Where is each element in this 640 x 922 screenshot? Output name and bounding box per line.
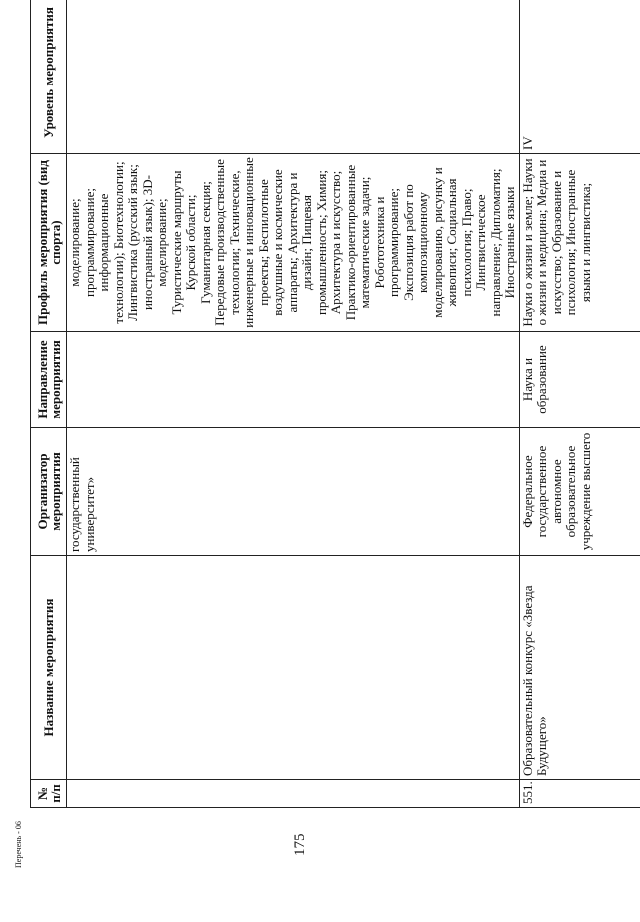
cell-num: 551. <box>519 780 640 808</box>
document-footer: Перечень - 06 <box>14 821 23 868</box>
header-profile: Профиль мероприятия (вид спорта) <box>31 154 67 332</box>
header-num: № п/п <box>31 780 67 808</box>
header-organizer: Организатор мероприятия <box>31 428 67 556</box>
cell-level: IV <box>519 0 640 154</box>
cell-profile: моделирование; программирование; информационные технологии); Биотехнологии; Лингвистика (русский язык; иностранный язык); 3D-моделирование; Туристические маршруты Курской области; Гуманитарная секция; Передовые производственные технологии; Технические, инженерные и инновационные проекты; Беспилотные воздушные и космические аппараты; Архитектура и дизайн; Пищевая промышленность; Химия; Архитектура и искусство; Практико-ориентированные математические задачи; Робототехника и программирование; Экспозиция работ по композиционному моделированию, рисунку и живописи; Социальная психология; Право; Лингвистическое направление; Дипломатия; Иностранные языки <box>67 154 520 332</box>
header-level: Уровень мероприятия <box>31 0 67 154</box>
table-row-continuation <box>67 0 520 808</box>
page-number: 175 <box>292 833 308 856</box>
events-table <box>30 0 640 808</box>
cell-organizer: Федеральное государственное автономное образовательное учреждение высшего <box>519 428 640 556</box>
cell-organizer: государственный университет» <box>67 428 520 556</box>
cell-level <box>67 0 520 154</box>
table-header-row <box>31 0 67 808</box>
cell-profile: Науки о жизни и земле; Науки о жизни и медицина; Медиа и искусство; Образование и психология; Иностранные языки и лингвистика; <box>519 154 640 332</box>
header-name: Название мероприятия <box>31 556 67 780</box>
cell-num <box>67 780 520 808</box>
table-row <box>519 0 640 808</box>
cell-name: Образовательный конкурс «Звезда Будущего» <box>519 556 640 780</box>
rotated-page <box>30 0 593 856</box>
cell-name <box>67 556 520 780</box>
cell-direction <box>67 332 520 428</box>
header-direction: Направление мероприятия <box>31 332 67 428</box>
cell-direction: Наука и образование <box>519 332 640 428</box>
